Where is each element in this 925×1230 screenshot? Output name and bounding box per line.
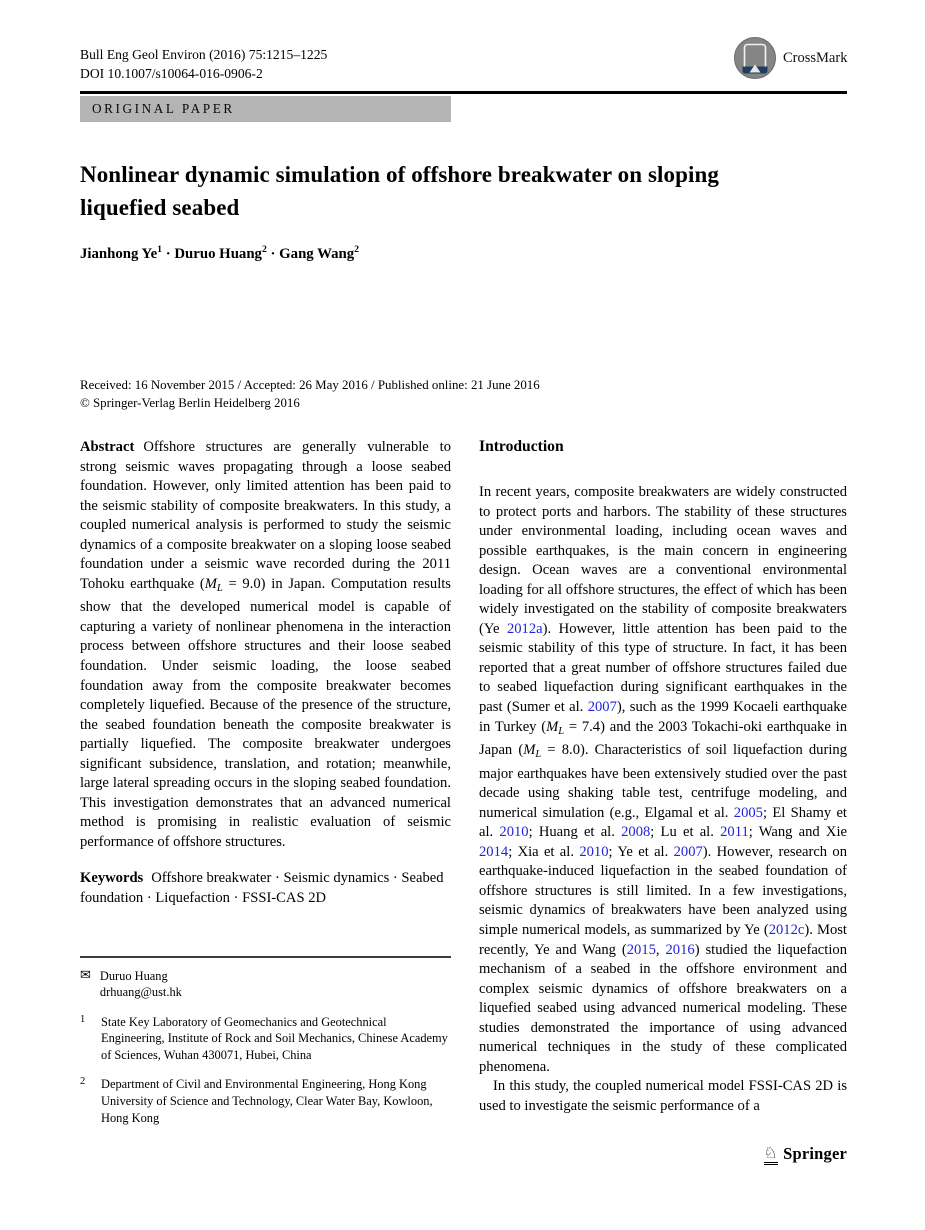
section-heading-introduction: Introduction — [479, 438, 564, 455]
header-rule — [80, 91, 847, 94]
affiliation-1-text: State Key Laboratory of Geomechanics and Geotechnical Engineering, Institute of Rock and Soil Mechanics, Chinese Academy of Sciences, Wuhan 430071, Hubei, China — [101, 1014, 448, 1062]
journal-reference: Bull Eng Geol Environ (2016) 75:1215–1225 — [80, 47, 328, 62]
affiliation-2-marker: 2 — [80, 1076, 86, 1088]
springer-label: Springer — [783, 1144, 847, 1163]
footnote-rule — [80, 956, 451, 958]
citation-link[interactable]: 2007 — [587, 699, 617, 716]
copyright-line: © Springer-Verlag Berlin Heidelberg 2016 — [80, 396, 300, 410]
citation-link[interactable]: 2010 — [499, 824, 529, 841]
article-type-banner — [80, 96, 451, 122]
affiliation-1-marker: 1 — [80, 1013, 86, 1025]
abstract-text: Offshore structures are generally vulnerable to strong seismic waves propagating through a loose seabed foundation. However, only limited attention has been paid to the seismic stability of composite breakwaters. In this study, a coupled numerical analysis is performed to study the seismic dynamics of a composite breakwater on a sloping loose seabed foundation under a seismic wave recorded during the 2011 Tohoku earthquake $(M_L = 9.0)$ in Japan. Computation results show that the developed numerical model is capable of capturing a variety of nonlinear phenomena in the interaction process between offshore structures and their loose seabed foundation. Under seismic loading, the loose seabed foundation away from the composite breakwater becomes completely liquefied. Because of the presence of the structure, the seabed foundation beneath the composite breakwater is partially liquefied. The composite breakwater undergoes significant subsidence, translation, and rotation; meanwhile, large lateral spreading occurs in the sloping seabed foundation. This investigation demonstrates that an advanced numerical method is promising in realistic evaluation of seismic performance of offshore structures. — [80, 439, 451, 850]
citation-link[interactable]: 2005 — [733, 804, 763, 821]
intro-paragraph-2: In this study, the coupled numerical model FSSI-CAS 2D is used to investigate the seismic performance of a — [479, 1078, 847, 1114]
affiliation-1 — [80, 1014, 451, 1064]
citation-link[interactable]: 2012a — [506, 620, 543, 637]
abstract-label: Abstract — [80, 439, 135, 455]
abstract-paragraph — [80, 438, 451, 852]
affiliation-2-text: Department of Civil and Environmental Engineering, Hong Kong University of Science and Technology, Clear Water Bay, Kowloon, Hong Kong — [101, 1077, 433, 1125]
dates-line: Received: 16 November 2015 / Accepted: 26 May 2016 / Published online: 21 June 2016 — [80, 378, 540, 392]
citation-link[interactable]: 2011 — [720, 824, 749, 841]
citation-link[interactable]: 2016 — [665, 941, 695, 958]
right-column — [479, 438, 847, 1117]
crossmark-icon — [733, 36, 777, 80]
two-column-body — [80, 438, 847, 1178]
footnotes-block — [80, 956, 451, 1126]
corresponding-author-email[interactable]: drhuang@ust.hk — [99, 985, 182, 1000]
correspondence-block — [80, 968, 451, 1001]
envelope-icon: ✉ — [80, 967, 91, 983]
citation-link[interactable]: 2012c — [768, 922, 805, 939]
citation-link[interactable]: 2014 — [479, 843, 509, 860]
springer-knight-icon: ♘ — [764, 1145, 779, 1165]
citation-link[interactable]: 2008 — [621, 824, 651, 841]
doi-line: DOI 10.1007/s10064-016-0906-2 — [80, 66, 263, 81]
crossmark-label: CrossMark — [783, 49, 848, 66]
citation-link[interactable]: 2015 — [626, 941, 656, 958]
left-column — [80, 438, 451, 1178]
keywords-label: Keywords — [80, 870, 144, 887]
authors-line: Jianhong $Ye^1$ · Duruo Huang$^2$ · Gang Wang$^2$ — [80, 244, 360, 262]
crossmark-badge[interactable] — [733, 36, 847, 80]
intro-paragraph-1: In recent years, composite breakwaters are widely constructed to protect ports and harbors. The stability of these structures under environmental loading, including ocean waves and possible earthquakes, is the main concern in engineering design. Ocean waves are a conventional environmental loading for all offshore structures, the effect of which has been widely investigated on the stability of composite breakwaters (Ye 2012a). However, little attention has been paid to the seismic stability of this type of structure. In fact, it has been reported that a great number of offshore structures failed due to seabed liquefaction during significant earthquakes in the past (Sumer et al. 2007), such as the 1999 Kocaeli earthquake in Turkey $(M_L = 7.4)$ and the 2003 Tokachi-oki earthquake in Japan $(M_L = 8.0)$. Characteristics of soil liquefaction during major earthquakes have been extensively studied over the past decade using shaking table test, centrifuge modeling, and numerical simulation (e.g., Elgamal et al. 2005; El Shamy et al. 2010; Huang et al. 2008; Lu et al. 2011; Wang and Xie 2014; Xia et al. 2010; Ye et al. 2007). However, research on earthquake-induced liquefaction in the seabed foundation of offshore structures is still limited. In a few investigations, seismic dynamics of breakwaters have been analyzed using simple numerical models, as summarized by Ye (2012c). Most recently, Ye and Wang (2015, 2016) studied the liquefaction mechanism of a seabed in the offshore environment and complex seismic dynamics of offshore breakwaters on a liquefied seabed using advanced numerical modeling. These studies demonstrated the importance of using advanced numerical techniques in the study of these complicated phenomena. — [479, 484, 848, 1075]
keywords-paragraph — [80, 869, 451, 908]
article-title: Nonlinear dynamic simulation of offshore breakwater on sloping liquefied seabed — [80, 162, 719, 220]
corresponding-author-name: Duruo Huang — [99, 968, 168, 983]
citation-link[interactable]: 2010 — [579, 843, 609, 860]
affiliation-2 — [80, 1076, 451, 1126]
springer-logo — [0, 1142, 847, 1164]
citation-link[interactable]: 2007 — [673, 843, 703, 860]
keywords-text: Offshore breakwater · Seismic dynamics · Seabed foundation · Liquefaction · FSSI-CAS 2D — [80, 870, 444, 907]
article-type-label: ORIGINAL PAPER — [92, 101, 235, 116]
